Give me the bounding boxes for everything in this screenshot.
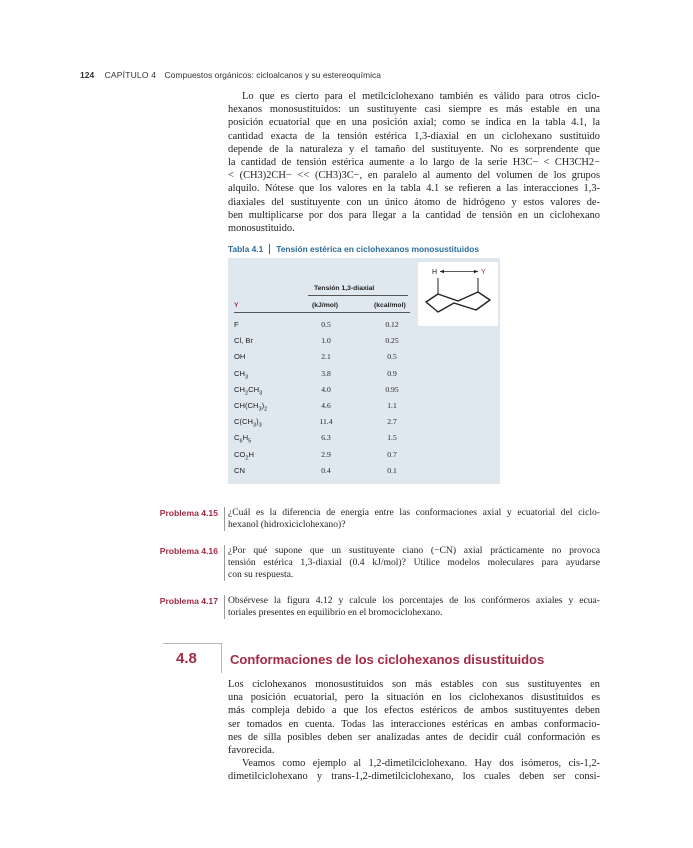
- problem-divider: [224, 595, 225, 619]
- text-line: ben multiplicarse por dos para llegar a la cantidad de tensión en un ciclohexano: [228, 209, 600, 221]
- axial-y-label: Y: [481, 269, 486, 276]
- table-caption: [228, 244, 600, 254]
- kcal-cell: 0.7: [387, 449, 397, 459]
- text-line: ¿Cuál es la diferencia de energía entre las conformaciones axial y ecuatorial del ciclo-: [228, 507, 600, 518]
- table-row: [228, 417, 500, 433]
- strain-table: [228, 258, 500, 484]
- text-line: más compleja debido a que los efectos estéricos de ambos sustituyentes deben: [228, 705, 600, 717]
- problem-label: Problema 4.15: [159, 508, 218, 518]
- substituent-cell: $CH(CH_3)_2$: [234, 401, 268, 413]
- text-line: ser tomados en cuenta. Todas las interacciones estéricas en ambas conformacio-: [228, 718, 600, 730]
- kcal-cell: 1.5: [387, 433, 397, 443]
- section-paragraph-2: [228, 757, 600, 783]
- problem-text: [228, 595, 600, 619]
- problem-divider: [224, 507, 225, 531]
- text-line: hexanol (hidroxiciclohexano)?: [228, 519, 346, 530]
- kcal-cell: 0.9: [387, 368, 397, 378]
- kj-cell: 1.0: [321, 336, 331, 346]
- substituent-cell: CN: [234, 465, 245, 475]
- section-divider: [221, 643, 222, 673]
- problem-label: Problema 4.16: [159, 546, 218, 556]
- table-row: [228, 352, 500, 368]
- substituent-cell: $CH_2CH_3$: [234, 384, 263, 397]
- col-header-kj: (kJ/mol): [312, 302, 339, 309]
- text-line: cantidad exacta de la tensión estérica 1,3-diaxial en un ciclohexano sustituido: [228, 130, 600, 142]
- table-title: Tensión estérica en ciclohexanos monosustituidos: [276, 244, 479, 254]
- kj-cell: 6.3: [321, 433, 331, 443]
- col-header-kcal: (kcal/mol): [374, 302, 406, 309]
- table-label: Tabla 4.1: [228, 244, 270, 254]
- kj-cell: 4.0: [321, 384, 331, 394]
- cyclohexane-chair-diagram: [418, 262, 498, 326]
- substituent-cell: Cl, Br: [234, 336, 253, 346]
- chapter-title: Compuestos orgánicos: cicloalcanos y su estereoquímica: [164, 70, 381, 80]
- text-line: < (CH3)2CH− << (CH3)3C−, en paralelo al aumento del volumen de los grupos: [228, 170, 600, 182]
- table-row: [228, 433, 500, 449]
- group-header: Tensión 1,3-diaxial: [314, 285, 375, 292]
- page-number: 124: [80, 70, 95, 80]
- text-line: alquilo. Nótese que los valores en la tabla 4.1 se refieren a las interacciones 1,3-: [228, 183, 600, 195]
- section-paragraph-1: [228, 678, 600, 757]
- substituent-cell: $CH_3$: [234, 368, 249, 381]
- problem-4-16: [140, 545, 600, 581]
- kj-cell: 3.8: [321, 368, 331, 378]
- text-line: una posición ecuatorial, pero la situación en los ciclohexanos disustituidos es: [228, 692, 600, 704]
- section-title: Conformaciones de los ciclohexanos disustituidos: [230, 652, 545, 667]
- text-line: monosustituido.: [228, 222, 295, 234]
- problem-text: [228, 545, 600, 581]
- substituent-cell: $CO_2H$: [234, 449, 254, 462]
- text-line: la cantidad de tensión estérica aumente a lo largo de la serie H3C− < CH3CH2−: [228, 156, 600, 168]
- table-row: [228, 466, 500, 482]
- text-line: Obsérvese la figura 4.12 y calcule los porcentajes de los confórmeros axiales y ecua-: [228, 595, 600, 606]
- text-line: diaxiales del sustituyente con un único átomo de hidrógeno y estos valores de-: [228, 196, 600, 208]
- problem-divider: [224, 545, 225, 581]
- problem-4-15: [140, 507, 600, 531]
- substituent-cell: $C_6H_5$: [234, 433, 252, 445]
- table-row: [228, 336, 500, 352]
- section-rule: [163, 643, 222, 644]
- text-line: tensión estérica 1,3-diaxial (0.4 kJ/mol)? Utilice modelos moleculares para ayudarse: [228, 557, 600, 568]
- substituent-cell: F: [234, 320, 239, 329]
- substituent-cell: OH: [234, 352, 246, 362]
- problem-text: [228, 507, 600, 531]
- kj-cell: 0.4: [321, 465, 331, 475]
- axial-h-label: H: [432, 269, 438, 276]
- table-row: [228, 401, 500, 417]
- substituent-cell: $C(CH_3)_3$: [234, 417, 262, 429]
- running-header: [80, 70, 620, 80]
- kcal-cell: 0.12: [385, 320, 399, 329]
- text-line: toriales presentes en equilibrio en el bromociclohexano.: [228, 607, 443, 618]
- text-line: Los ciclohexanos monosustituidos son más estables con sus sustituyentes en: [228, 679, 600, 690]
- kcal-cell: 0.5: [387, 352, 397, 362]
- table-row: [228, 369, 500, 385]
- kj-cell: 4.6: [321, 401, 331, 410]
- kcal-cell: 2.7: [387, 417, 397, 427]
- text-line: posición ecuatorial que en una posición axial; como se indica en la tabla 4.1, la: [228, 117, 600, 129]
- text-line: hexanos monosustituidos: un sustituyente casi siempre es más estable en una: [228, 104, 600, 116]
- problem-label: Problema 4.17: [159, 596, 218, 606]
- text-line: con su respuesta.: [228, 569, 294, 580]
- table-row: [228, 385, 500, 401]
- group-rule: [308, 295, 408, 296]
- text-line: favorecida.: [228, 744, 275, 756]
- kj-cell: 2.1: [321, 352, 331, 362]
- intro-paragraph: [228, 90, 600, 235]
- text-line: nes de silla posibles deben ser analizadas antes de decidir cuál conformación es: [228, 731, 600, 743]
- kcal-cell: 1.1: [387, 401, 397, 410]
- kcal-cell: 0.95: [385, 384, 399, 394]
- section-number: 4.8: [176, 650, 197, 667]
- header-rule: [234, 312, 410, 313]
- text-line: ¿Por qué supone que un sustituyente ciano (−CN) axial prácticamente no provoca: [228, 545, 600, 556]
- kcal-cell: 0.25: [385, 336, 399, 346]
- text-line: depende de la naturaleza y el tamaño del sustituyente. No es sorprendente que: [228, 143, 600, 155]
- kcal-cell: 0.1: [387, 465, 397, 475]
- table-row: [228, 450, 500, 466]
- col-header-y: Y: [234, 302, 239, 309]
- kj-cell: 2.9: [321, 449, 331, 459]
- kj-cell: 11.4: [319, 417, 333, 427]
- kj-cell: 0.5: [321, 320, 331, 329]
- text-line: Veamos como ejemplo al 1,2-dimetilciclohexano. Hay dos isómeros, cis-1,2-: [242, 758, 600, 769]
- problem-4-17: [140, 595, 600, 619]
- text-line: dimetilciclohexano y trans-1,2-dimetilciclohexano, los cuales deben ser consi-: [228, 771, 600, 783]
- chapter-label: CAPÍTULO 4: [104, 70, 157, 80]
- table-row: [228, 320, 500, 336]
- text-line: Lo que es cierto para el metilciclohexano también es válido para otros ciclo-: [242, 91, 600, 102]
